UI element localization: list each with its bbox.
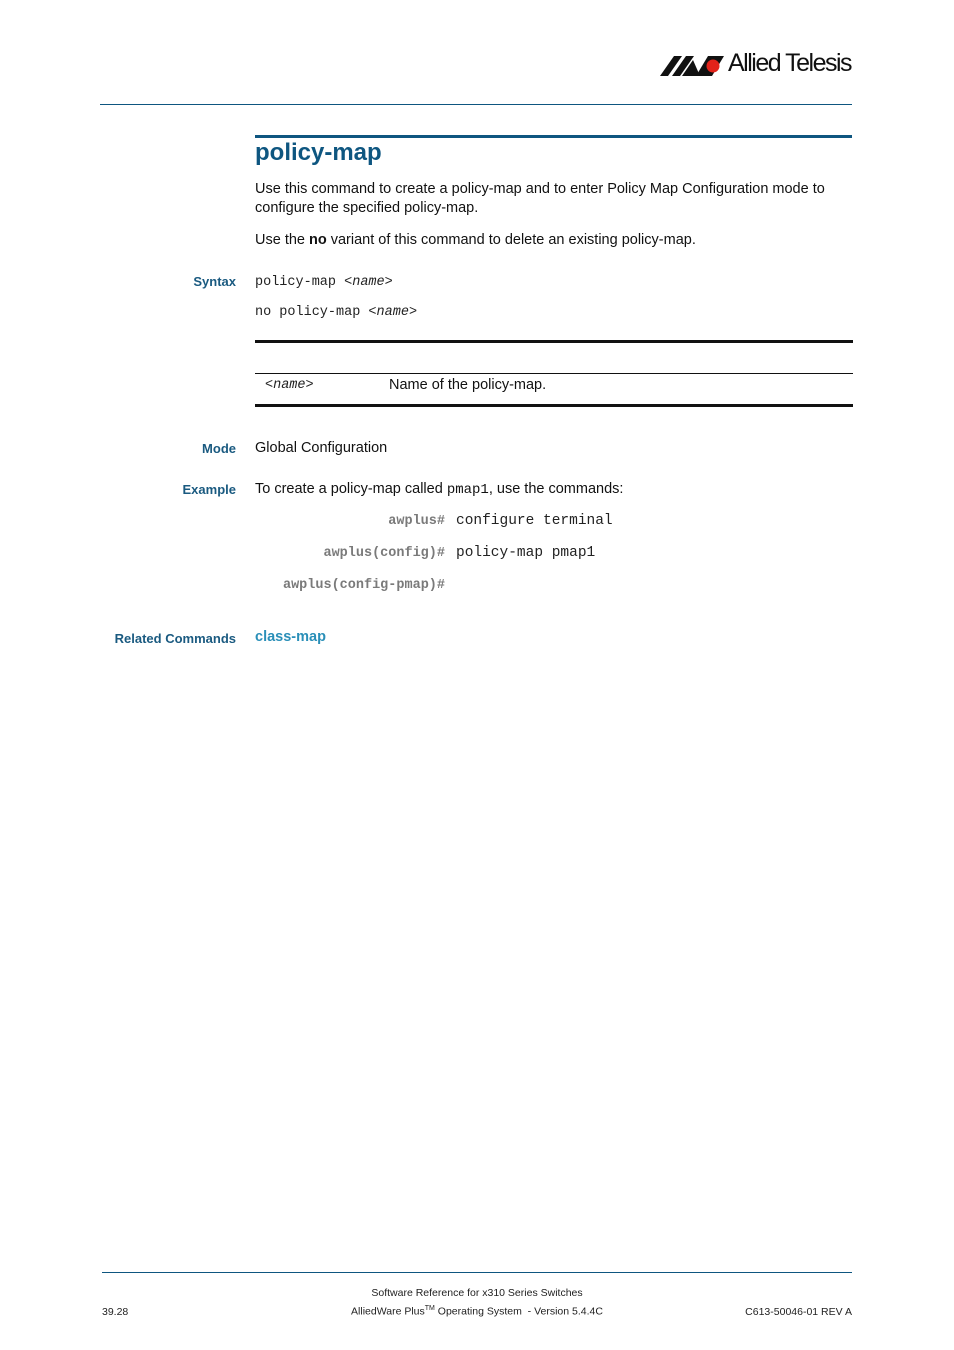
no-variant-prefix: Use the [255,232,309,248]
header-rule [100,104,852,105]
cli-command: configure terminal [456,513,613,529]
param-open: < [265,378,274,393]
syntax-line-1 [255,275,393,290]
syntax-close: > [408,305,418,320]
cli-command: policy-map pmap1 [456,545,596,561]
related-commands-label: Related Commands [114,631,236,646]
example-intro [255,480,623,500]
mode-label: Mode [202,441,236,456]
cli-prompt: awplus(config-pmap)# [282,578,445,593]
footer-product-prefix: AlliedWare Plus [351,1305,425,1318]
table-row [255,376,853,404]
syntax-label: Syntax [193,274,236,289]
example-intro-suffix: , use the commands: [488,481,624,497]
example-intro-prefix: To create a policy-map called [255,481,447,497]
param-close: > [305,378,314,393]
example-intro-code: pmap1 [446,482,489,498]
syntax-command: policy-map < [255,275,353,290]
table-header-rule [255,373,853,374]
syntax-param: name [376,305,409,320]
table-bottom-rule [255,404,853,407]
cli-prompt: awplus# [388,514,445,529]
page-title: policy-map [255,139,382,166]
footer-product-suffix: Operating System - Version 5.4.4C [434,1305,603,1318]
no-variant-paragraph [255,231,855,250]
no-keyword: no [309,232,327,248]
example-label: Example [182,482,236,497]
table-top-rule [255,340,853,343]
syntax-line-2 [255,305,417,320]
example-line [100,513,850,533]
footer-title: Software Reference for x310 Series Switches [371,1287,583,1299]
allied-telesis-logo-icon [660,52,726,78]
trademark-mark: TM [424,1305,435,1312]
param-description-cell: Name of the policy-map. [389,377,547,393]
title-rule [255,135,852,138]
param-name: name [273,378,306,393]
syntax-close: > [384,275,393,290]
description-paragraph: Use this command to create a policy-map and to enter Policy Map Configuration mode to configure the specified policy-map. [255,181,825,216]
parameter-table [255,340,853,408]
footer-doc-code: C613-50046-01 REV A [745,1306,852,1318]
class-map-link[interactable]: class-map [255,629,326,645]
footer-page-number: 39.28 [102,1306,129,1318]
example-line [100,577,850,597]
company-logo [660,50,856,80]
logo-wordmark: Allied Telesis [728,49,852,77]
syntax-param: name [352,275,385,290]
footer-rule [102,1272,852,1273]
example-line [100,545,850,565]
cli-prompt: awplus(config)# [323,546,445,561]
mode-value: Global Configuration [255,440,388,456]
param-cell [265,378,314,393]
syntax-command: no policy-map < [255,305,377,320]
no-variant-suffix: variant of this command to delete an existing policy-map. [326,232,696,248]
